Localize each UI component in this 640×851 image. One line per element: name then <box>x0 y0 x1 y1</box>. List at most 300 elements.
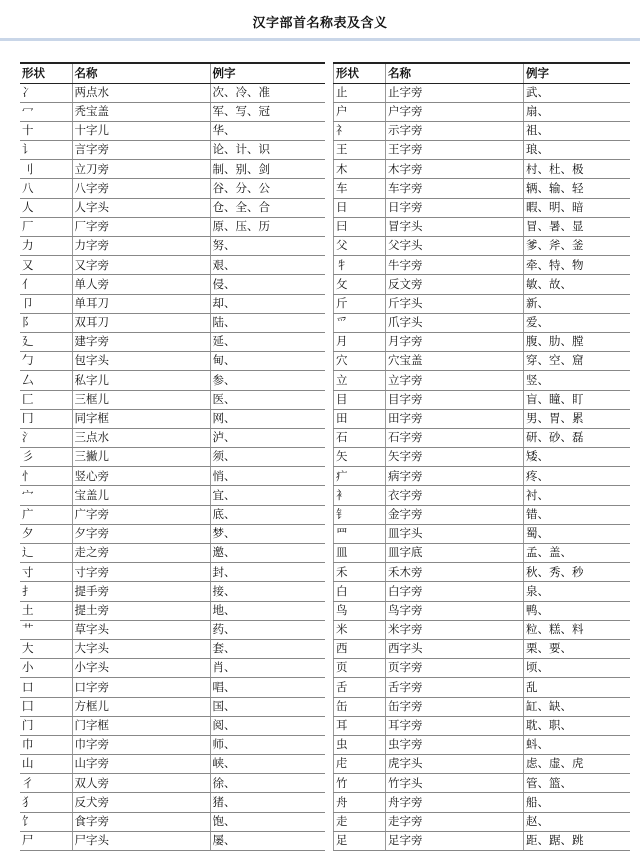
table-row <box>20 735 325 754</box>
radical-shape-cell: 疒 <box>334 467 386 486</box>
table-row <box>20 582 325 601</box>
radical-shape-cell: 口 <box>20 678 72 697</box>
radical-shape-cell: 艹 <box>20 620 72 639</box>
table-row <box>20 678 325 697</box>
radical-name-cell: 舌字旁 <box>386 678 524 697</box>
example-chars-cell: 师、 <box>210 735 325 754</box>
radical-table-right <box>333 62 630 851</box>
radical-name-cell: 三撇儿 <box>72 448 210 467</box>
radical-shape-cell: 礻 <box>334 121 386 140</box>
example-chars-cell: 谷、分、公 <box>210 179 325 198</box>
radical-name-cell: 父字头 <box>386 237 524 256</box>
example-chars-cell: 医、 <box>210 390 325 409</box>
radical-name-cell: 冒字头 <box>386 217 524 236</box>
radical-name-cell: 厂字旁 <box>72 217 210 236</box>
radical-name-cell: 石字旁 <box>386 428 524 447</box>
radical-name-cell: 十字儿 <box>72 121 210 140</box>
radical-name-cell: 反犬旁 <box>72 793 210 812</box>
example-chars-cell: 错、 <box>524 505 631 524</box>
radical-shape-cell: 舌 <box>334 678 386 697</box>
radical-name-cell: 木字旁 <box>386 160 524 179</box>
table-row <box>334 141 631 160</box>
radical-shape-cell: 勹 <box>20 352 72 371</box>
example-chars-cell: 船、 <box>524 793 631 812</box>
radical-name-cell: 口字旁 <box>72 678 210 697</box>
example-chars-cell: 延、 <box>210 332 325 351</box>
example-chars-cell: 艰、 <box>210 256 325 275</box>
radical-name-cell: 提土旁 <box>72 601 210 620</box>
radical-name-cell: 牛字旁 <box>386 256 524 275</box>
table-row <box>20 121 325 140</box>
radical-name-cell: 斤字头 <box>386 294 524 313</box>
radical-name-cell: 秃宝盖 <box>72 102 210 121</box>
radical-name-cell: 食字旁 <box>72 812 210 831</box>
table-row <box>20 179 325 198</box>
example-chars-cell: 武、 <box>524 83 631 102</box>
example-chars-cell: 泸、 <box>210 428 325 447</box>
example-chars-cell: 军、写、冠 <box>210 102 325 121</box>
table-row <box>334 313 631 332</box>
radical-shape-cell: 皿 <box>334 544 386 563</box>
radical-name-cell: 言字旁 <box>72 141 210 160</box>
example-chars-cell: 距、踞、跳 <box>524 831 631 850</box>
radical-shape-cell: 穴 <box>334 352 386 371</box>
table-row <box>334 678 631 697</box>
example-chars-cell: 腹、肋、膛 <box>524 332 631 351</box>
radical-shape-cell: 忄 <box>20 467 72 486</box>
radical-name-cell: 双人旁 <box>72 774 210 793</box>
radical-shape-cell: 月 <box>334 332 386 351</box>
radical-name-cell: 力字旁 <box>72 237 210 256</box>
radical-shape-cell: 扌 <box>20 582 72 601</box>
radical-name-cell: 山字旁 <box>72 755 210 774</box>
radical-shape-cell: 石 <box>334 428 386 447</box>
example-chars-cell: 耽、职、 <box>524 716 631 735</box>
radical-name-cell: 又字旁 <box>72 256 210 275</box>
radical-shape-cell: 竹 <box>334 774 386 793</box>
example-chars-cell: 祖、 <box>524 121 631 140</box>
example-chars-cell: 国、 <box>210 697 325 716</box>
radical-name-cell: 禾木旁 <box>386 563 524 582</box>
table-row <box>334 390 631 409</box>
table-row <box>20 524 325 543</box>
table-row <box>334 659 631 678</box>
table-row <box>20 332 325 351</box>
radical-name-cell: 寸字旁 <box>72 563 210 582</box>
radical-name-cell: 车字旁 <box>386 179 524 198</box>
header-example: 例字 <box>210 63 325 83</box>
table-row <box>334 467 631 486</box>
table-row <box>334 793 631 812</box>
table-row <box>20 160 325 179</box>
table-row <box>20 544 325 563</box>
radical-shape-cell: 页 <box>334 659 386 678</box>
example-chars-cell: 衬、 <box>524 486 631 505</box>
radical-name-cell: 单人旁 <box>72 275 210 294</box>
radical-shape-cell: 山 <box>20 755 72 774</box>
radical-shape-cell: 舟 <box>334 793 386 812</box>
example-chars-cell: 阅、 <box>210 716 325 735</box>
radical-shape-cell: 囗 <box>20 697 72 716</box>
radical-shape-cell: 彡 <box>20 448 72 467</box>
table-row <box>334 332 631 351</box>
radical-shape-cell: 彳 <box>20 774 72 793</box>
radical-shape-cell: 辶 <box>20 544 72 563</box>
table-row <box>334 179 631 198</box>
table-row <box>20 428 325 447</box>
table-row <box>20 659 325 678</box>
radical-shape-cell: 曰 <box>334 217 386 236</box>
radical-name-cell: 宝盖儿 <box>72 486 210 505</box>
radical-name-cell: 门字框 <box>72 716 210 735</box>
example-chars-cell: 新、 <box>524 294 631 313</box>
table-row <box>334 121 631 140</box>
radical-name-cell: 鸟字旁 <box>386 601 524 620</box>
radical-shape-cell: 矢 <box>334 448 386 467</box>
example-chars-cell: 徐、 <box>210 774 325 793</box>
radical-name-cell: 爪字头 <box>386 313 524 332</box>
radical-name-cell: 衣字旁 <box>386 486 524 505</box>
radical-name-cell: 三点水 <box>72 428 210 447</box>
radical-name-cell: 尸字头 <box>72 831 210 850</box>
example-chars-cell: 暇、明、暗 <box>524 198 631 217</box>
table-row <box>334 237 631 256</box>
example-chars-cell: 唱、 <box>210 678 325 697</box>
radical-shape-cell: 宀 <box>20 486 72 505</box>
radical-shape-cell: 八 <box>20 179 72 198</box>
example-chars-cell: 秋、秀、秒 <box>524 563 631 582</box>
example-chars-cell: 穿、空、窟 <box>524 352 631 371</box>
table-row <box>20 448 325 467</box>
radical-shape-cell: 亻 <box>20 275 72 294</box>
radical-name-cell: 穴宝盖 <box>386 352 524 371</box>
example-chars-cell: 虑、虚、虎 <box>524 755 631 774</box>
example-chars-cell: 村、杜、极 <box>524 160 631 179</box>
table-row <box>334 486 631 505</box>
radical-name-cell: 金字旁 <box>386 505 524 524</box>
radical-name-cell: 页字旁 <box>386 659 524 678</box>
table-row <box>334 812 631 831</box>
table-row <box>334 160 631 179</box>
radical-name-cell: 人字头 <box>72 198 210 217</box>
header-name: 名称 <box>72 63 210 83</box>
radical-shape-cell: 氵 <box>20 428 72 447</box>
radical-shape-cell: 大 <box>20 639 72 658</box>
table-row <box>20 467 325 486</box>
table-row <box>334 352 631 371</box>
radical-shape-cell: 匚 <box>20 390 72 409</box>
example-chars-cell: 陆、 <box>210 313 325 332</box>
example-chars-cell: 套、 <box>210 639 325 658</box>
table-row <box>334 198 631 217</box>
example-chars-cell: 努、 <box>210 237 325 256</box>
example-chars-cell: 蚪、 <box>524 735 631 754</box>
table-row <box>334 217 631 236</box>
radical-shape-cell: 钅 <box>334 505 386 524</box>
radical-shape-cell: 止 <box>334 83 386 102</box>
radical-shape-cell: 力 <box>20 237 72 256</box>
table-row <box>20 294 325 313</box>
example-chars-cell: 宜、 <box>210 486 325 505</box>
radical-shape-cell: 牜 <box>334 256 386 275</box>
radical-shape-cell: 木 <box>334 160 386 179</box>
radical-shape-cell: 冖 <box>20 102 72 121</box>
example-chars-cell: 原、压、历 <box>210 217 325 236</box>
radical-name-cell: 八字旁 <box>72 179 210 198</box>
table-row <box>20 217 325 236</box>
example-chars-cell: 网、 <box>210 409 325 428</box>
example-chars-cell: 华、 <box>210 121 325 140</box>
table-row <box>20 755 325 774</box>
radical-shape-cell: 父 <box>334 237 386 256</box>
table-row <box>334 582 631 601</box>
radical-shape-cell: 广 <box>20 505 72 524</box>
radical-name-cell: 米字旁 <box>386 620 524 639</box>
radical-shape-cell: 夕 <box>20 524 72 543</box>
radical-name-cell: 皿字底 <box>386 544 524 563</box>
example-chars-cell: 侵、 <box>210 275 325 294</box>
table-row <box>334 275 631 294</box>
radical-shape-cell: 冂 <box>20 409 72 428</box>
radical-name-cell: 止字旁 <box>386 83 524 102</box>
header-name: 名称 <box>386 63 524 83</box>
radical-name-cell: 白字旁 <box>386 582 524 601</box>
example-chars-cell: 猪、 <box>210 793 325 812</box>
example-chars-cell: 管、篮、 <box>524 774 631 793</box>
header-shape: 形状 <box>334 63 386 83</box>
radical-name-cell: 方框儿 <box>72 697 210 716</box>
table-row <box>20 102 325 121</box>
radical-shape-cell: 刂 <box>20 160 72 179</box>
table-row <box>20 639 325 658</box>
example-chars-cell: 琅、 <box>524 141 631 160</box>
title-divider <box>0 38 640 41</box>
example-chars-cell: 盲、瞳、盯 <box>524 390 631 409</box>
radical-name-cell: 缶字旁 <box>386 697 524 716</box>
radical-name-cell: 单耳刀 <box>72 294 210 313</box>
radical-name-cell: 双耳刀 <box>72 313 210 332</box>
table-row <box>334 735 631 754</box>
table-row <box>334 428 631 447</box>
radical-name-cell: 虫字旁 <box>386 735 524 754</box>
radical-shape-cell: 阝 <box>20 313 72 332</box>
radical-shape-cell: 爫 <box>334 313 386 332</box>
example-chars-cell: 甸、 <box>210 352 325 371</box>
example-chars-cell: 参、 <box>210 371 325 390</box>
example-chars-cell: 栗、要、 <box>524 639 631 658</box>
example-chars-cell: 峡、 <box>210 755 325 774</box>
radical-name-cell: 立刀旁 <box>72 160 210 179</box>
radical-name-cell: 广字旁 <box>72 505 210 524</box>
example-chars-cell: 鸭、 <box>524 601 631 620</box>
radical-shape-cell: 王 <box>334 141 386 160</box>
table-row <box>334 601 631 620</box>
table-row <box>20 697 325 716</box>
radical-shape-cell: 巾 <box>20 735 72 754</box>
radical-shape-cell: 鸟 <box>334 601 386 620</box>
radical-shape-cell: 又 <box>20 256 72 275</box>
radical-shape-cell: 车 <box>334 179 386 198</box>
example-chars-cell: 孟、盖、 <box>524 544 631 563</box>
radical-shape-cell: 冫 <box>20 83 72 102</box>
header-shape: 形状 <box>20 63 72 83</box>
table-row <box>20 601 325 620</box>
example-chars-cell: 顷、 <box>524 659 631 678</box>
radical-shape-cell: 门 <box>20 716 72 735</box>
radical-name-cell: 两点水 <box>72 83 210 102</box>
table-row <box>20 505 325 524</box>
radical-name-cell: 皿字头 <box>386 524 524 543</box>
example-chars-cell: 研、砂、磊 <box>524 428 631 447</box>
radical-shape-cell: 米 <box>334 620 386 639</box>
radical-shape-cell: 犭 <box>20 793 72 812</box>
example-chars-cell: 竖、 <box>524 371 631 390</box>
example-chars-cell: 次、冷、准 <box>210 83 325 102</box>
radical-name-cell: 病字旁 <box>386 467 524 486</box>
radical-name-cell: 三框儿 <box>72 390 210 409</box>
header-row <box>334 63 631 83</box>
table-row <box>20 256 325 275</box>
radical-name-cell: 田字旁 <box>386 409 524 428</box>
example-chars-cell: 肖、 <box>210 659 325 678</box>
radical-shape-cell: 罒 <box>334 524 386 543</box>
example-chars-cell: 地、 <box>210 601 325 620</box>
table-row <box>334 102 631 121</box>
radical-name-cell: 虎字头 <box>386 755 524 774</box>
example-chars-cell: 牵、特、物 <box>524 256 631 275</box>
header-example: 例字 <box>524 63 631 83</box>
table-row <box>20 198 325 217</box>
radical-shape-cell: 白 <box>334 582 386 601</box>
table-row <box>20 486 325 505</box>
table-row <box>20 237 325 256</box>
example-chars-cell: 邀、 <box>210 544 325 563</box>
radical-shape-cell: 厂 <box>20 217 72 236</box>
example-chars-cell: 接、 <box>210 582 325 601</box>
radical-name-cell: 足字旁 <box>386 831 524 850</box>
example-chars-cell: 缸、缺、 <box>524 697 631 716</box>
example-chars-cell: 敏、故、 <box>524 275 631 294</box>
table-row <box>334 505 631 524</box>
radical-name-cell: 同字框 <box>72 409 210 428</box>
radical-name-cell: 大字头 <box>72 639 210 658</box>
page-title: 汉字部首名称表及含义 <box>252 16 388 31</box>
table-row <box>20 409 325 428</box>
example-chars-cell: 冒、暑、显 <box>524 217 631 236</box>
example-chars-cell: 扇、 <box>524 102 631 121</box>
table-row <box>334 409 631 428</box>
table-row <box>334 716 631 735</box>
header-row <box>20 63 325 83</box>
example-chars-cell: 却、 <box>210 294 325 313</box>
table-row <box>20 141 325 160</box>
radical-name-cell: 竹字头 <box>386 774 524 793</box>
example-chars-cell: 乱 <box>524 678 631 697</box>
table-row <box>334 831 631 850</box>
table-row <box>20 313 325 332</box>
table-row <box>20 774 325 793</box>
example-chars-cell: 疼、 <box>524 467 631 486</box>
radical-shape-cell: 户 <box>334 102 386 121</box>
radical-shape-cell: 讠 <box>20 141 72 160</box>
example-chars-cell: 辆、输、轻 <box>524 179 631 198</box>
radical-shape-cell: 十 <box>20 121 72 140</box>
table-row <box>20 793 325 812</box>
example-chars-cell: 屡、 <box>210 831 325 850</box>
example-chars-cell: 蜀、 <box>524 524 631 543</box>
radical-shape-cell: 田 <box>334 409 386 428</box>
radical-name-cell: 舟字旁 <box>386 793 524 812</box>
radical-name-cell: 耳字旁 <box>386 716 524 735</box>
radical-shape-cell: 虍 <box>334 755 386 774</box>
table-row <box>334 371 631 390</box>
table-row <box>334 563 631 582</box>
table-row <box>334 639 631 658</box>
table-row <box>334 448 631 467</box>
table-row <box>20 812 325 831</box>
radical-shape-cell: 耳 <box>334 716 386 735</box>
example-chars-cell: 封、 <box>210 563 325 582</box>
example-chars-cell: 梦、 <box>210 524 325 543</box>
example-chars-cell: 赵、 <box>524 812 631 831</box>
radical-name-cell: 王字旁 <box>386 141 524 160</box>
radical-name-cell: 草字头 <box>72 620 210 639</box>
radical-name-cell: 立字旁 <box>386 371 524 390</box>
example-chars-cell: 药、 <box>210 620 325 639</box>
radical-shape-cell: 缶 <box>334 697 386 716</box>
table-row <box>334 774 631 793</box>
radical-shape-cell: 尸 <box>20 831 72 850</box>
example-chars-cell: 底、 <box>210 505 325 524</box>
table-row <box>334 256 631 275</box>
radical-name-cell: 矢字旁 <box>386 448 524 467</box>
table-row <box>334 294 631 313</box>
radical-name-cell: 小字头 <box>72 659 210 678</box>
radical-shape-cell: 小 <box>20 659 72 678</box>
table-row <box>20 390 325 409</box>
radical-shape-cell: 足 <box>334 831 386 850</box>
example-chars-cell: 爹、斧、釜 <box>524 237 631 256</box>
radical-name-cell: 提手旁 <box>72 582 210 601</box>
radical-name-cell: 竖心旁 <box>72 467 210 486</box>
radical-name-cell: 走之旁 <box>72 544 210 563</box>
table-row <box>334 620 631 639</box>
radical-table-left <box>20 62 325 851</box>
example-chars-cell: 男、胃、累 <box>524 409 631 428</box>
radical-name-cell: 反文旁 <box>386 275 524 294</box>
example-chars-cell: 爱、 <box>524 313 631 332</box>
radical-shape-cell: 卩 <box>20 294 72 313</box>
table-row <box>20 563 325 582</box>
table-row <box>334 755 631 774</box>
radical-name-cell: 私字儿 <box>72 371 210 390</box>
radical-shape-cell: 廴 <box>20 332 72 351</box>
radical-shape-cell: 禾 <box>334 563 386 582</box>
table-row <box>20 275 325 294</box>
radical-shape-cell: 斤 <box>334 294 386 313</box>
table-row <box>20 83 325 102</box>
radical-name-cell: 西字头 <box>386 639 524 658</box>
radical-shape-cell: 日 <box>334 198 386 217</box>
example-chars-cell: 泉、 <box>524 582 631 601</box>
example-chars-cell: 须、 <box>210 448 325 467</box>
example-chars-cell: 仓、全、合 <box>210 198 325 217</box>
table-row <box>20 352 325 371</box>
table-row <box>20 620 325 639</box>
radical-shape-cell: 攵 <box>334 275 386 294</box>
radical-name-cell: 户字旁 <box>386 102 524 121</box>
radical-name-cell: 建字旁 <box>72 332 210 351</box>
